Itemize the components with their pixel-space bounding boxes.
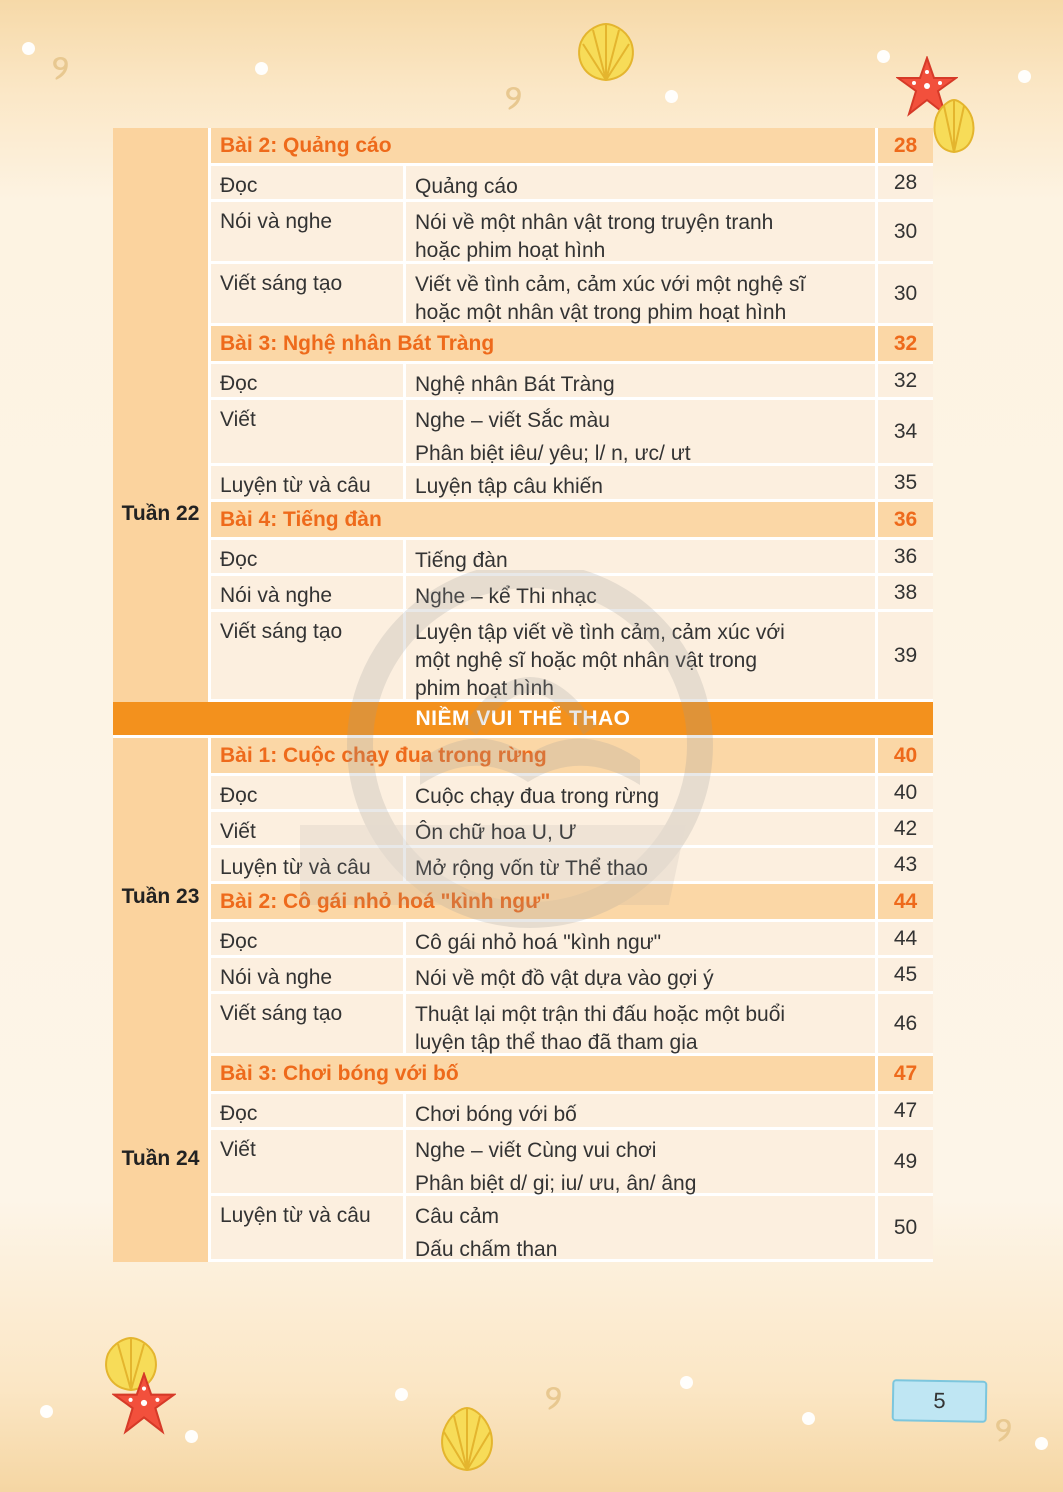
theme-banner: NIỀM VUI THỂ THAO: [113, 702, 933, 738]
lesson-title: Bài 1: Cuộc chạy đua trong rừng: [220, 743, 547, 767]
skill-label: Viết: [211, 812, 406, 845]
entry-line: Quảng cáo: [415, 175, 518, 198]
skill-label: Luyện từ và câu: [211, 1196, 406, 1259]
entry-content: [406, 612, 875, 699]
skill-label: Nói và nghe: [211, 958, 406, 991]
skill-label: Đọc: [211, 922, 406, 955]
decor-dot: [802, 1412, 815, 1425]
page-number-text: 5: [933, 1387, 946, 1414]
swirl-shell-icon: ୨: [545, 1378, 562, 1418]
entry-line: hoặc phim hoạt hình: [415, 239, 606, 262]
skill-label: Viết sáng tạo: [211, 264, 406, 323]
entry-line: phim hoạt hình: [415, 677, 554, 700]
swirl-shell-icon: ୨: [52, 48, 69, 88]
entry-line: Tiếng đàn: [415, 549, 508, 572]
week-label: Tuần 24: [113, 1056, 211, 1262]
lesson-title: Bài 3: Chơi bóng với bố: [220, 1061, 459, 1085]
entry-page: 49: [875, 1130, 933, 1193]
entry-content: [406, 264, 875, 323]
skill-label: Luyện từ và câu: [211, 848, 406, 881]
skill-label: Luyện từ và câu: [211, 466, 406, 499]
toc-entry-row[interactable]: [211, 776, 933, 812]
entry-content: [406, 994, 875, 1053]
entry-content: [406, 202, 875, 261]
entry-content: [406, 466, 875, 499]
lesson-title: Bài 2: Quảng cáo: [220, 133, 392, 157]
week-rows: [211, 1056, 933, 1262]
entry-line: Cuộc chạy đua trong rừng: [415, 785, 660, 808]
entry-page: 44: [875, 922, 933, 955]
lesson-header-row[interactable]: [211, 738, 933, 776]
toc-entry-row[interactable]: [211, 400, 933, 466]
decor-dot: [1018, 70, 1031, 83]
skill-label: Nói và nghe: [211, 202, 406, 261]
toc-entry-row[interactable]: [211, 1130, 933, 1196]
skill-label: Đọc: [211, 364, 406, 397]
entry-content: [406, 364, 875, 397]
toc-entry-row[interactable]: [211, 922, 933, 958]
lesson-title: Bài 2: Cô gái nhỏ hoá "kình ngư": [220, 889, 551, 913]
lesson-page: 40: [875, 738, 933, 773]
entry-line: Câu cảm: [415, 1205, 500, 1228]
toc-entry-row[interactable]: [211, 612, 933, 702]
skill-label: Đọc: [211, 776, 406, 809]
entry-page: 46: [875, 994, 933, 1053]
entry-line: Viết về tình cảm, cảm xúc với một nghệ sĩ: [415, 273, 806, 296]
decor-dot: [680, 1376, 693, 1389]
entry-content: [406, 400, 875, 463]
entry-line: Nghe – viết Sắc màu: [415, 409, 610, 432]
toc-entry-row[interactable]: [211, 1196, 933, 1262]
lesson-page: 28: [875, 128, 933, 163]
entry-content: [406, 576, 875, 609]
lesson-header-row[interactable]: [211, 326, 933, 364]
starfish-icon: [112, 1372, 176, 1436]
lesson-title: Bài 3: Nghệ nhân Bát Tràng: [220, 331, 495, 355]
entry-line: một nghệ sĩ hoặc một nhân vật trong: [415, 649, 758, 672]
entry-page: 42: [875, 812, 933, 845]
entry-page: 30: [875, 202, 933, 261]
skill-label: Nói và nghe: [211, 576, 406, 609]
toc-entry-row[interactable]: [211, 1094, 933, 1130]
entry-line: Nghe – kể Thi nhạc: [415, 585, 597, 608]
entry-line: Chơi bóng với bố: [415, 1103, 577, 1126]
decor-dot: [255, 62, 268, 75]
entry-line: Cô gái nhỏ hoá "kình ngư": [415, 931, 662, 954]
week-label: Tuần 23: [113, 738, 211, 1056]
entry-page: 28: [875, 166, 933, 199]
lesson-page: 44: [875, 884, 933, 919]
skill-label: Đọc: [211, 540, 406, 573]
entry-content: [406, 776, 875, 809]
entry-line: hoặc một nhân vật trong phim hoạt hình: [415, 301, 787, 324]
entry-page: 38: [875, 576, 933, 609]
lesson-header-row[interactable]: [211, 884, 933, 922]
toc-entry-row[interactable]: [211, 994, 933, 1056]
entry-content: [406, 1196, 875, 1259]
entry-line: Nghệ nhân Bát Tràng: [415, 373, 615, 396]
toc-entry-row[interactable]: [211, 166, 933, 202]
swirl-shell-icon: ୨: [505, 78, 522, 118]
toc-entry-row[interactable]: [211, 958, 933, 994]
skill-label: Đọc: [211, 1094, 406, 1127]
decor-dot: [185, 1430, 198, 1443]
entry-line: Nghe – viết Cùng vui chơi: [415, 1139, 657, 1162]
shell-icon: [573, 22, 639, 84]
entry-page: 39: [875, 612, 933, 699]
entry-line: Luyện tập viết về tình cảm, cảm xúc với: [415, 621, 785, 644]
entry-content: [406, 540, 875, 573]
entry-content: [406, 812, 875, 845]
entry-page: 50: [875, 1196, 933, 1259]
skill-label: Viết: [211, 400, 406, 463]
shell-icon: [436, 1406, 498, 1472]
decor-dot: [40, 1405, 53, 1418]
entry-content: [406, 1094, 875, 1127]
entry-line: Mở rộng vốn từ Thể thao: [415, 857, 648, 880]
week-block: [113, 326, 933, 702]
lesson-header-row[interactable]: [211, 502, 933, 540]
skill-label: Viết sáng tạo: [211, 994, 406, 1053]
decor-dot: [1035, 1437, 1048, 1450]
week-label: [113, 128, 211, 326]
week-rows: [211, 326, 933, 702]
entry-content: [406, 1130, 875, 1193]
entry-content: [406, 166, 875, 199]
entry-content: [406, 848, 875, 881]
entry-page: 34: [875, 400, 933, 463]
entry-page: 40: [875, 776, 933, 809]
shell-icon: [930, 98, 978, 154]
lesson-page: 47: [875, 1056, 933, 1091]
toc-entry-row[interactable]: [211, 466, 933, 502]
toc-entry-row[interactable]: [211, 264, 933, 326]
week-rows: [211, 128, 933, 326]
entry-line: Phân biệt d/ gi; iu/ ưu, ân/ âng: [415, 1172, 697, 1195]
entry-page: 35: [875, 466, 933, 499]
entry-line: Luyện tập câu khiến: [415, 475, 603, 498]
week-rows: [211, 738, 933, 1056]
page-number: [892, 1379, 988, 1423]
toc-entry-row[interactable]: [211, 364, 933, 400]
entry-line: Nói về một đồ vật dựa vào gợi ý: [415, 967, 714, 990]
toc-entry-row[interactable]: [211, 812, 933, 848]
entry-page: 30: [875, 264, 933, 323]
decor-dot: [22, 42, 35, 55]
lesson-header-row[interactable]: [211, 128, 933, 166]
swirl-shell-icon: ୨: [995, 1410, 1012, 1450]
entry-line: Thuật lại một trận thi đấu hoặc một buổi: [415, 1003, 786, 1026]
week-block: [113, 128, 933, 326]
entry-content: [406, 958, 875, 991]
decor-dot: [665, 90, 678, 103]
toc-entry-row[interactable]: [211, 576, 933, 612]
toc-entry-row[interactable]: [211, 540, 933, 576]
lesson-page: 36: [875, 502, 933, 537]
lesson-title: Bài 4: Tiếng đàn: [220, 507, 382, 531]
toc-entry-row[interactable]: [211, 202, 933, 264]
entry-page: 36: [875, 540, 933, 573]
skill-label: Viết sáng tạo: [211, 612, 406, 699]
entry-line: Nói về một nhân vật trong truyện tranh: [415, 211, 774, 234]
entry-line: Ôn chữ hoa U, Ư: [415, 821, 577, 844]
entry-line: luyện tập thể thao đã tham gia: [415, 1031, 698, 1054]
entry-page: 43: [875, 848, 933, 881]
skill-label: Viết: [211, 1130, 406, 1193]
lesson-header-row[interactable]: [211, 1056, 933, 1094]
entry-line: Dấu chấm than: [415, 1238, 558, 1261]
skill-label: Đọc: [211, 166, 406, 199]
entry-content: [406, 922, 875, 955]
entry-page: 32: [875, 364, 933, 397]
lesson-page: 32: [875, 326, 933, 361]
table-of-contents: [113, 128, 933, 1262]
week-block: [113, 738, 933, 1056]
decor-dot: [877, 50, 890, 63]
entry-page: 45: [875, 958, 933, 991]
entry-line: Phân biệt iêu/ yêu; l/ n, ưc/ ưt: [415, 442, 691, 465]
decor-dot: [395, 1388, 408, 1401]
week-block: [113, 1056, 933, 1262]
week-label: Tuần 22: [113, 326, 211, 702]
entry-page: 47: [875, 1094, 933, 1127]
toc-entry-row[interactable]: [211, 848, 933, 884]
